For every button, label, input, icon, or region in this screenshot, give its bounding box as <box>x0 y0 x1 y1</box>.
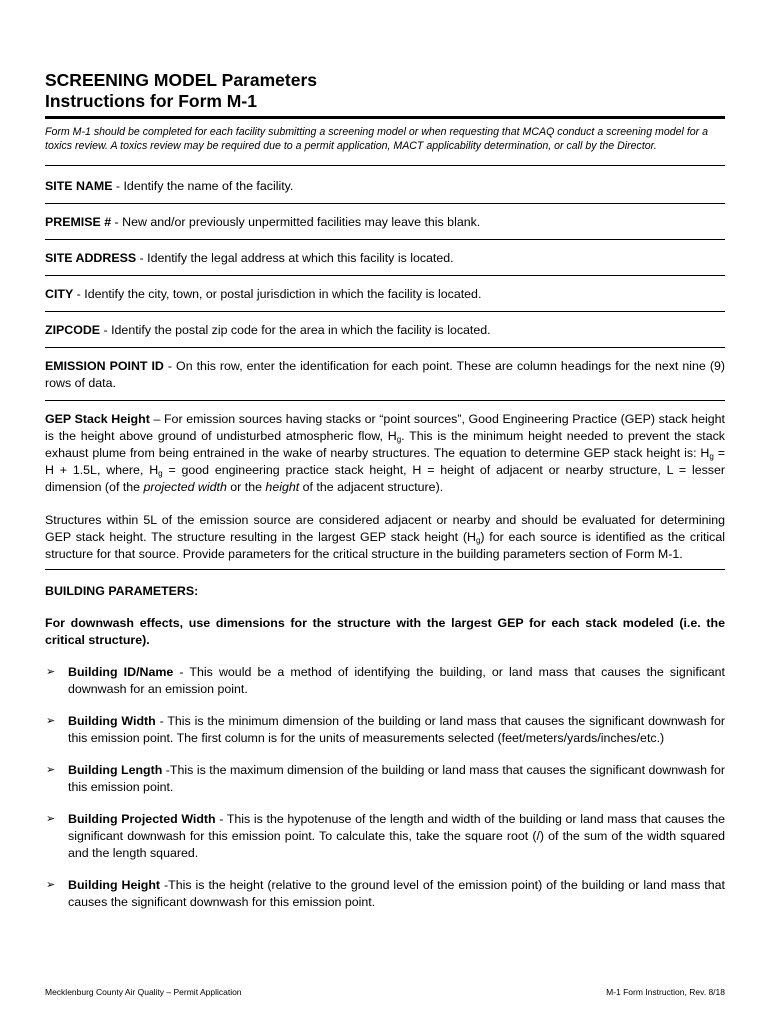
field-site-address <box>45 240 725 275</box>
field-label: SITE ADDRESS <box>45 251 137 265</box>
intro-text: Form M-1 should be completed for each facility submitting a screening model or when requesting that MCAQ conduct a screening model for a toxics review. A toxics review may be required due to a permit application, MACT applicability determination, or call by the Director. <box>45 126 709 152</box>
gep-text: ) for each source is identified as the critical structure for that source. Provide parameters for the critical structure in the building parameters section of Form M-1. <box>45 530 725 561</box>
field-text: - Identify the name of the facility. <box>112 179 294 193</box>
arrow-bullet-icon: ➢ <box>46 666 56 678</box>
subscript-g: g <box>709 452 714 461</box>
field-zipcode <box>45 312 725 347</box>
building-heading: BUILDING PARAMETERS: <box>45 584 199 598</box>
item-label: Building Height <box>68 878 161 892</box>
gep-text: Structures within 5L of the emission source are considered adjacent or nearby and should be evaluated for determining GEP stack height. The structure resulting in the largest GEP stack height (H <box>45 513 725 544</box>
field-text: - New and/or previously unpermitted facilities may leave this blank. <box>111 215 481 229</box>
item-label: Building Projected Width <box>68 812 216 826</box>
item-text: - This would be a method of identifying the building, or land mass that causes the significant downwash for an emission point. <box>68 665 725 696</box>
building-parameters-section <box>45 570 725 911</box>
field-label: EMISSION POINT ID <box>45 359 164 373</box>
item-label: Building Length <box>68 763 163 777</box>
field-text: - On this row, enter the identification for each point. These are column headings for the next nine (9) rows of data. <box>45 359 725 390</box>
title-divider <box>45 116 725 119</box>
subscript-g: g <box>475 536 481 545</box>
building-subheading: For downwash effects, use dimensions for the structure with the largest GEP for each stack modeled (i.e. the critical structure). <box>45 616 725 647</box>
field-premise <box>45 204 725 239</box>
field-label: PREMISE # <box>45 215 112 229</box>
field-label: ZIPCODE <box>45 323 101 337</box>
arrow-bullet-icon: ➢ <box>46 764 56 776</box>
page-footer <box>45 987 725 997</box>
footer-right: M-1 Form Instruction, Rev. 8/18 <box>606 987 725 997</box>
page-title <box>45 70 725 112</box>
gep-label: GEP Stack Height <box>45 412 150 426</box>
list-item <box>45 664 725 698</box>
gep-text: = good engineering practice stack height, H = height of adjacent or nearby structure, L = lesser dimension (of the <box>45 463 726 494</box>
title-line-2: Instructions for Form M-1 <box>45 91 257 111</box>
field-text: - Identify the legal address at which this facility is located. <box>136 251 454 265</box>
field-text: - Identify the city, town, or postal jurisdiction in which the facility is located. <box>73 287 482 301</box>
field-text: - Identify the postal zip code for the area in which the facility is located. <box>100 323 491 337</box>
item-text: -This is the maximum dimension of the building or land mass that causes the significant downwash for this emission point. <box>68 763 725 794</box>
gep-emphasis: height <box>265 480 300 494</box>
list-item <box>45 811 725 862</box>
arrow-bullet-icon: ➢ <box>46 879 56 891</box>
gep-paragraph-2 <box>45 512 725 563</box>
item-label: Building Width <box>68 714 156 728</box>
gep-text: = H + 1.5L, where, H <box>45 446 726 477</box>
field-emission-point-id <box>45 348 725 400</box>
item-text: - This is the hypotenuse of the length and width of the building or land mass that causes the significant downwash for this emission point. To calculate this, take the square root (/) of the sum of the width squared and the length squared. <box>68 812 725 860</box>
document-page <box>45 70 725 911</box>
title-line-1: SCREENING MODEL Parameters <box>45 70 317 90</box>
field-label: CITY <box>45 287 74 301</box>
gep-paragraph-1 <box>45 411 725 496</box>
item-text: - This is the minimum dimension of the building or land mass that causes the significant downwash for this emission point. The first column is for the units of measurements selected (feet/meters/yards/inches/etc.) <box>68 714 725 745</box>
gep-text: of the adjacent structure). <box>299 480 444 494</box>
field-site-name <box>45 166 725 203</box>
gep-emphasis: projected width <box>143 480 227 494</box>
field-city <box>45 276 725 311</box>
arrow-bullet-icon: ➢ <box>46 813 56 825</box>
footer-left: Mecklenburg County Air Quality – Permit Application <box>45 987 242 997</box>
gep-text: – For emission sources having stacks or “point sources”, Good Engineering Practice (GEP) stack height is the height above ground of undisturbed atmospheric flow, H <box>45 412 725 443</box>
subscript-g: g <box>158 469 163 478</box>
arrow-bullet-icon: ➢ <box>46 715 56 727</box>
item-text: -This is the height (relative to the ground level of the emission point) of the building or land mass that causes the significant downwash for this emission point. <box>68 878 725 909</box>
gep-text: . This is the minimum height needed to prevent the stack exhaust plume from being entrained in the wake of nearby structures. The equation to determine GEP stack height is: H <box>45 429 726 460</box>
list-item <box>45 762 725 796</box>
gep-section <box>45 401 725 569</box>
field-label: SITE NAME <box>45 179 113 193</box>
building-parameter-list <box>45 664 725 911</box>
item-label: Building ID/Name <box>68 665 174 679</box>
list-item <box>45 713 725 747</box>
gep-text: or the <box>226 480 266 494</box>
list-item <box>45 877 725 911</box>
subscript-g: g <box>396 435 402 444</box>
